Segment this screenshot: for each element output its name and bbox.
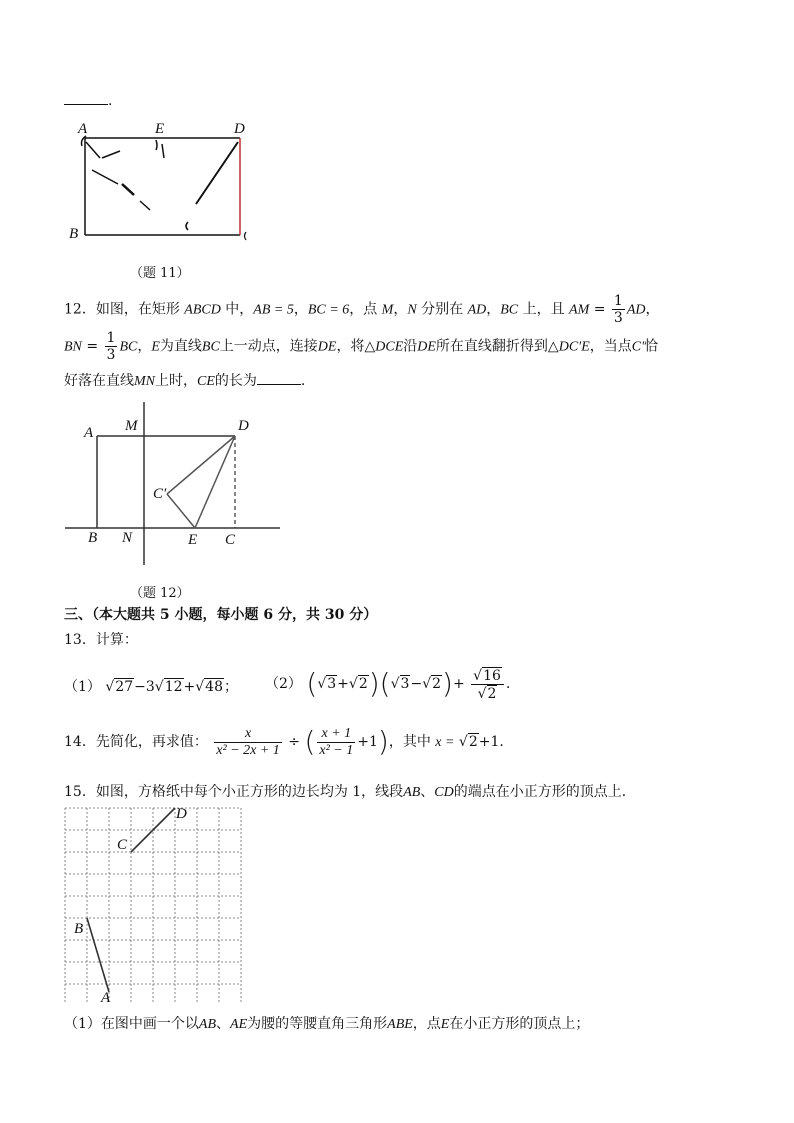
q15-grid-figure	[64, 804, 244, 1004]
section-3-heading: 三、（本大题共 5 小题，每小题 6 分，共 30 分）	[64, 607, 378, 623]
fig12-label-c1: C′	[153, 486, 167, 502]
q15-part1: （1）在图中画一个以AB、AE为腰的等腰直角三角形ABE，点E在小正方形的顶点上；	[64, 1016, 590, 1032]
fig12-line-de	[195, 436, 235, 528]
q13-part2: （2） (√3+√2)(√3−√2)+ $\frac{√16}{√2}$ .	[265, 667, 511, 702]
fig12-label-d: D	[238, 418, 249, 434]
q13-fraction: $\frac{√16}{√2}$	[471, 667, 504, 702]
q15-label-c: C	[117, 837, 128, 853]
answer-blank-line: .	[64, 90, 112, 111]
q12-line3: 好落在直线MN上时，CE的长为 .	[64, 370, 305, 392]
fig11-mark-corner	[245, 232, 247, 240]
q15-label-d: D	[176, 806, 187, 822]
fig11-stroke-3	[92, 170, 118, 184]
q15-label-b: B	[74, 921, 84, 937]
fig11-stroke-2	[102, 151, 120, 158]
q15-label-a: A	[101, 990, 111, 1006]
q14-line: 14．先简化，再求值： $\frac{x}{\text{x² − 2x + 1}}$ ÷ ( $\frac{x + 1}{\text{x² − 1}}$ +1)，其中 x = √2+1.	[64, 725, 504, 758]
fig11-stroke-1	[86, 142, 100, 158]
q13-stem: 13．计算：	[64, 632, 138, 648]
fig12-label-a: A	[84, 425, 94, 441]
fig12-caption: （题 12）	[130, 586, 190, 601]
fig11-label-a: A	[78, 121, 88, 137]
q13-part1: （1） √27−3√12+√48；	[64, 679, 238, 695]
fig11-mark-e	[156, 140, 164, 158]
fig11-mark-bottom	[186, 222, 188, 230]
q15-grid	[65, 808, 241, 1004]
fig12-label-m: M	[125, 418, 138, 434]
fig12-label-c: C	[225, 532, 236, 548]
q15-segment-ab	[87, 918, 109, 992]
fig12-label-b: B	[88, 530, 98, 546]
fig11-diagonal-d	[196, 142, 238, 204]
fig11-stroke-4	[122, 184, 134, 195]
fig12-line-dc1	[167, 436, 235, 494]
fig12-label-n: N	[122, 530, 133, 546]
fig11-label-b: B	[69, 226, 79, 242]
q12-fraction-bn: $\frac{1}{3}$	[106, 330, 116, 363]
fig11-label-e: E	[155, 121, 165, 137]
q12-answer-blank	[257, 370, 301, 385]
fig11-label-d: D	[234, 121, 245, 137]
q15-stem: 15．如图，方格纸中每个小正方形的边长均为 1，线段AB、CD的端点在小正方形的顶点上．	[64, 784, 636, 800]
q14-fraction-2: $\frac{x + 1}{\text{x² − 1}}$	[319, 725, 354, 758]
fig11-caption: （题 11）	[130, 266, 190, 281]
q12-line1: 12．如图，在矩形 ABCD 中，AB = 5，BC = 6，点 M，N 分别在 AD，BC 上，且 AM = $\frac{1}{3}$ AD，	[64, 293, 660, 326]
q12-line2: BN = $\frac{1}{3}$ BC，E为直线BC上一动点，连接DE，将△DCE沿DE所在直线翻折得到△DC′E，当点C′恰	[64, 330, 659, 363]
fig12-line-c1e	[167, 494, 195, 528]
answer-blank	[64, 90, 108, 105]
q12-fraction-am: $\frac{1}{3}$	[613, 293, 623, 326]
fig12-label-e: E	[188, 532, 198, 548]
q14-fraction-1: $\frac{x}{\text{x² − 2x + 1}}$	[216, 725, 280, 758]
fig11-stroke-5	[140, 201, 150, 210]
